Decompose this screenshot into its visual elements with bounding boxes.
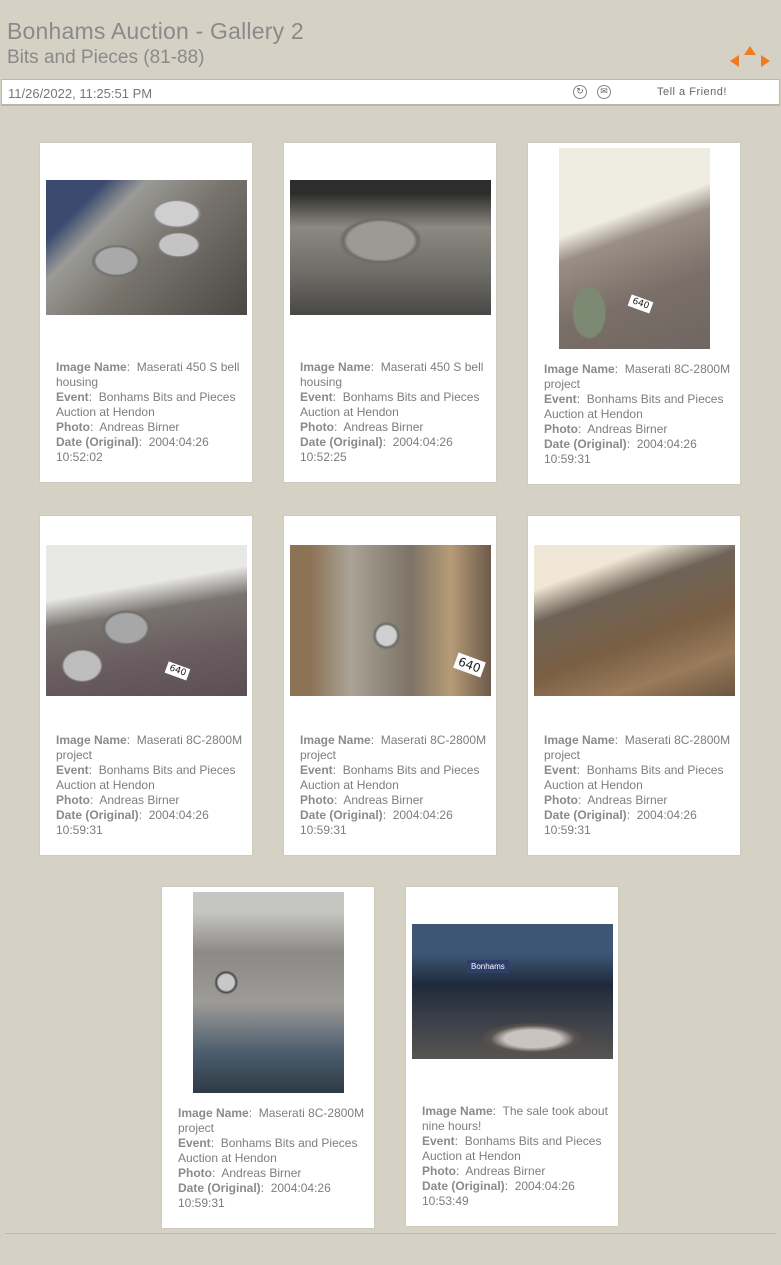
photo-caption: Image Name: The sale took about nine hours! Event: Bonhams Bits and Pieces Auction at Hendon Photo: Andreas Birner Date (Original): 2004:04:26 10:53:49: [422, 1104, 608, 1208]
image-name: Maserati 8C-2800M project: [544, 733, 731, 762]
photo-caption: Image Name: Maserati 8C-2800M project Event: Bonhams Bits and Pieces Auction at Hendon Photo: Andreas Birner Date (Original): 2004:04:26 10:59:31: [544, 362, 731, 466]
gallery-photo[interactable]: [412, 924, 613, 1059]
gallery-header: [0, 0, 781, 78]
gallery-card: [283, 515, 497, 856]
gallery-card: [527, 142, 741, 485]
event-name: Bonhams Bits and Pieces Auction at Hendon: [300, 390, 480, 419]
photo-date: 2004:04:26 10:59:31: [544, 437, 697, 466]
image-name: Maserati 8C-2800M project: [178, 1106, 365, 1135]
photographer: Andreas Birner: [99, 420, 180, 434]
footer-divider: [5, 1233, 776, 1234]
bonhams-banner: Bonhams: [467, 960, 509, 973]
gallery-card: [405, 886, 619, 1227]
image-name: Maserati 450 S bell housing: [300, 360, 484, 389]
image-name: Maserati 450 S bell housing: [56, 360, 240, 389]
photo-caption: Image Name: Maserati 450 S bell housing Event: Bonhams Bits and Pieces Auction at Hendon Photo: Andreas Birner Date (Original): 2004:04:26 10:52:02: [56, 360, 240, 464]
lot-tag: 640: [453, 653, 486, 678]
email-icon[interactable]: ✉: [597, 85, 611, 99]
previous-arrow-icon[interactable]: [730, 55, 739, 67]
next-arrow-icon[interactable]: [761, 55, 770, 67]
gallery-navigation: [728, 45, 772, 67]
photo-date: 2004:04:26 10:59:31: [56, 808, 209, 837]
toolbar: [1, 79, 780, 106]
photo-date: 2004:04:26 10:59:31: [178, 1181, 331, 1210]
event-name: Bonhams Bits and Pieces Auction at Hendon: [300, 763, 480, 792]
timestamp: 11/26/2022, 11:25:51 PM: [8, 86, 153, 101]
event-name: Bonhams Bits and Pieces Auction at Hendon: [178, 1136, 358, 1165]
photo-caption: Image Name: Maserati 8C-2800M project Event: Bonhams Bits and Pieces Auction at Hendon Photo: Andreas Birner Date (Original): 2004:04:26 10:59:31: [300, 733, 487, 837]
gallery-card: [39, 142, 253, 483]
photo-date: 2004:04:26 10:52:02: [56, 435, 209, 464]
photographer: Andreas Birner: [343, 793, 424, 807]
image-name: Maserati 8C-2800M project: [544, 362, 731, 391]
photo-date: 2004:04:26 10:59:31: [300, 808, 453, 837]
photo-caption: Image Name: Maserati 8C-2800M project Event: Bonhams Bits and Pieces Auction at Hendon Photo: Andreas Birner Date (Original): 2004:04:26 10:59:31: [56, 733, 243, 837]
image-name: Maserati 8C-2800M project: [56, 733, 243, 762]
lot-tag: 640: [165, 661, 191, 680]
photo-date: 2004:04:26 10:59:31: [544, 808, 697, 837]
gallery-photo[interactable]: [559, 148, 710, 349]
page-subtitle: Bits and Pieces (81-88): [7, 47, 205, 68]
up-arrow-icon[interactable]: [744, 46, 756, 55]
page-title: Bonhams Auction - Gallery 2: [7, 18, 304, 44]
tell-a-friend-link[interactable]: Tell a Friend!: [657, 86, 727, 98]
gallery-photo[interactable]: [534, 545, 735, 696]
image-name: Maserati 8C-2800M project: [300, 733, 487, 762]
gallery-card: [161, 886, 375, 1229]
gallery-photo[interactable]: [290, 180, 491, 315]
gallery-photo[interactable]: [46, 545, 247, 696]
lot-tag: 640: [628, 294, 654, 313]
event-name: Bonhams Bits and Pieces Auction at Hendon: [544, 763, 724, 792]
photo-caption: Image Name: Maserati 450 S bell housing Event: Bonhams Bits and Pieces Auction at Hendon Photo: Andreas Birner Date (Original): 2004:04:26 10:52:25: [300, 360, 484, 464]
event-name: Bonhams Bits and Pieces Auction at Hendon: [544, 392, 724, 421]
photo-caption: Image Name: Maserati 8C-2800M project Event: Bonhams Bits and Pieces Auction at Hendon Photo: Andreas Birner Date (Original): 2004:04:26 10:59:31: [178, 1106, 365, 1210]
photographer: Andreas Birner: [99, 793, 180, 807]
gallery-card: [39, 515, 253, 856]
share-icon[interactable]: ↻: [573, 85, 587, 99]
gallery-photo[interactable]: [290, 545, 491, 696]
gallery-photo[interactable]: [193, 892, 344, 1093]
photographer: Andreas Birner: [221, 1166, 302, 1180]
photographer: Andreas Birner: [587, 422, 668, 436]
photographer: Andreas Birner: [587, 793, 668, 807]
photo-date: 2004:04:26 10:53:49: [422, 1179, 575, 1208]
gallery-photo[interactable]: [46, 180, 247, 315]
photographer: Andreas Birner: [343, 420, 424, 434]
gallery-card: [283, 142, 497, 483]
event-name: Bonhams Bits and Pieces Auction at Hendon: [56, 390, 236, 419]
photo-caption: Image Name: Maserati 8C-2800M project Event: Bonhams Bits and Pieces Auction at Hendon Photo: Andreas Birner Date (Original): 2004:04:26 10:59:31: [544, 733, 731, 837]
photographer: Andreas Birner: [465, 1164, 546, 1178]
image-name: The sale took about nine hours!: [422, 1104, 608, 1133]
photo-date: 2004:04:26 10:52:25: [300, 435, 453, 464]
gallery-card: [527, 515, 741, 856]
event-name: Bonhams Bits and Pieces Auction at Hendon: [422, 1134, 602, 1163]
event-name: Bonhams Bits and Pieces Auction at Hendon: [56, 763, 236, 792]
